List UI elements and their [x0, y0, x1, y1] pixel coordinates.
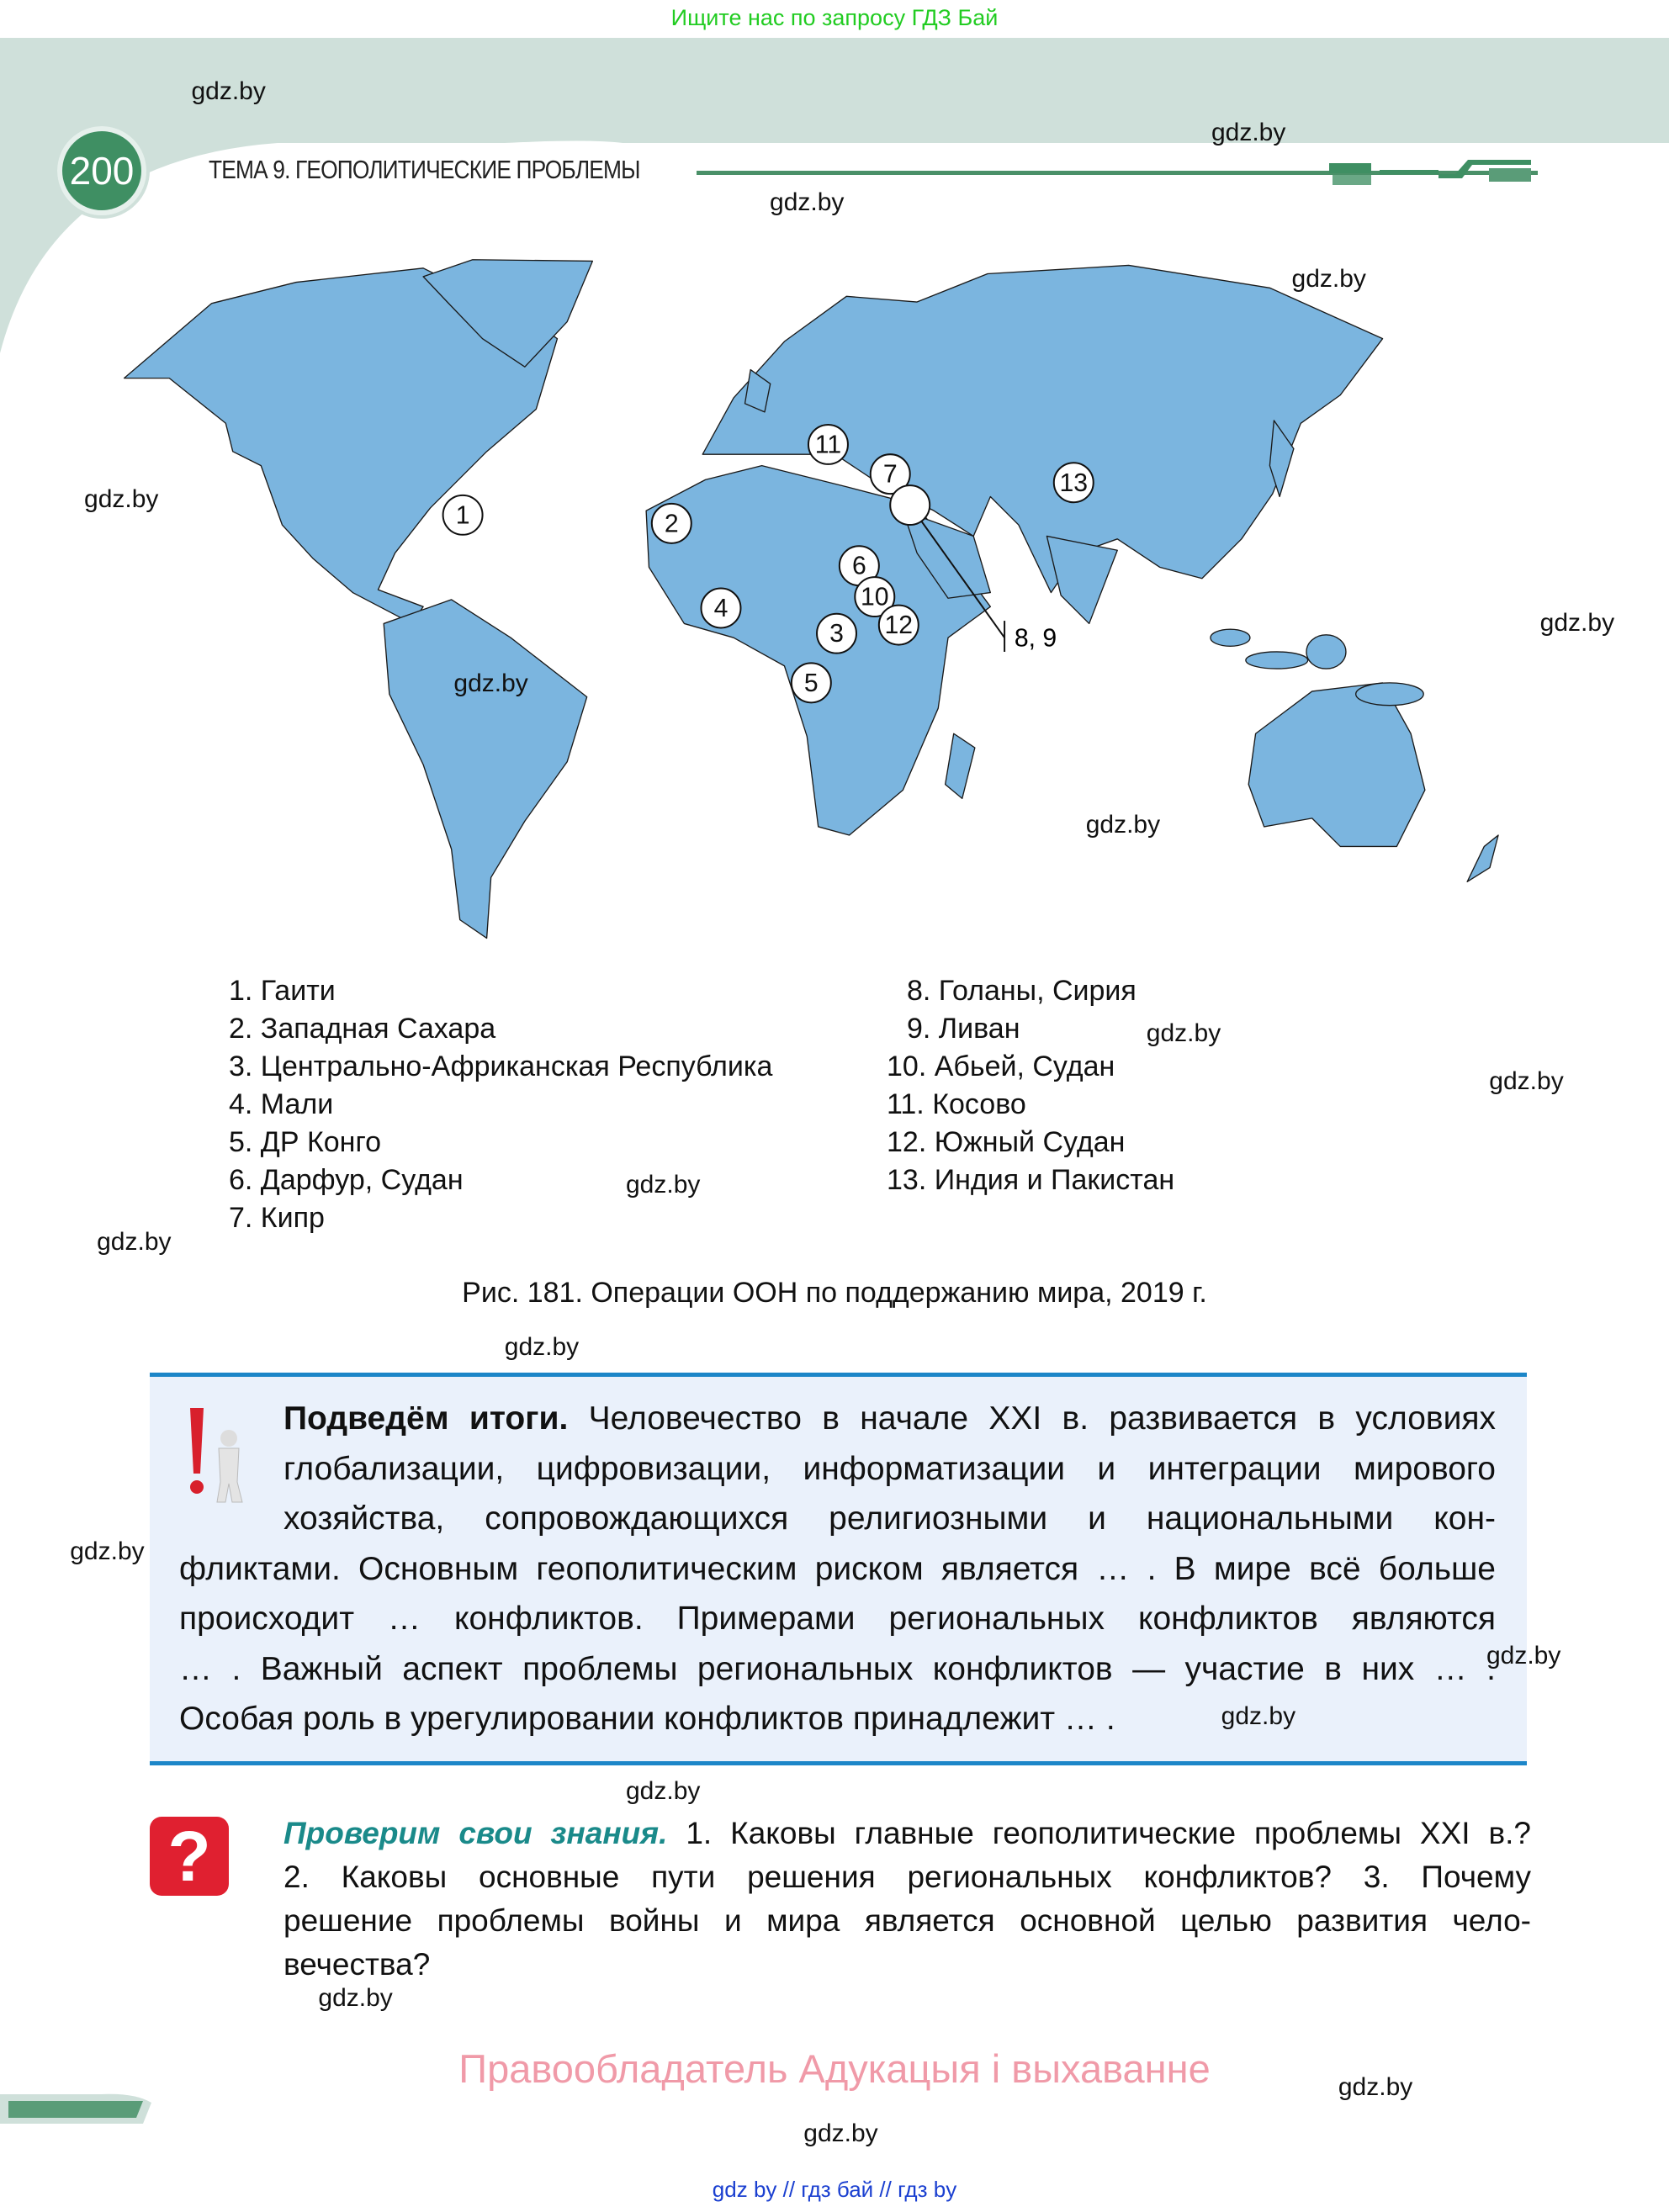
summary-line: глобализации, цифровизации, информатизации и интеграции мирового — [283, 1451, 1496, 1487]
south-america — [384, 600, 587, 939]
legend-item: 4. Мали — [229, 1088, 334, 1120]
watermark: gdz.by — [1085, 811, 1161, 839]
summary-line: Подведём итоги. Человечество в начале XXI в. развивается в условиях — [283, 1400, 1496, 1437]
watermark: gdz.by — [318, 1984, 393, 2013]
india — [1046, 536, 1117, 623]
africa — [646, 466, 990, 835]
watermark: gdz.by — [1291, 265, 1366, 294]
marker-label: 2 — [664, 510, 679, 538]
question-line: решение проблемы войны и мира является основной целью развития чело- — [283, 1903, 1531, 1938]
marker-label: 13 — [1059, 468, 1089, 497]
marker-label: 4 — [713, 595, 729, 623]
watermark: gdz.by — [1489, 1067, 1564, 1096]
legend-item: 5. ДР Конго — [229, 1126, 382, 1158]
legend-item: 8. Голаны, Сирия — [907, 975, 1137, 1007]
watermark: gdz.by — [1338, 2072, 1413, 2101]
watermark: gdz.by — [70, 1537, 145, 1565]
summary-line: Особая роль в урегулировании конфликтов принадлежит … . — [179, 1701, 1115, 1737]
legend-item: 9. Ливан — [907, 1013, 1020, 1045]
summary-line: хозяйства, сопровождающихся религиозными и национальными кон- — [283, 1500, 1496, 1537]
australia — [1248, 683, 1425, 847]
watermark: gdz.by — [84, 484, 159, 513]
golan-lebanon-marker — [890, 485, 930, 525]
marker-label: 11 — [814, 431, 842, 459]
question-line: вечества? — [283, 1947, 431, 1982]
indonesia — [1246, 652, 1308, 669]
marker-label: 10 — [861, 583, 889, 611]
watermark: gdz.by — [453, 669, 528, 698]
pointer-label: 8, 9 — [1014, 624, 1057, 653]
figure-caption: Рис. 181. Операции ООН по поддержанию мира, 2019 г. — [462, 1277, 1207, 1309]
legend-item: 1. Гаити — [229, 975, 336, 1007]
legend-item: 10. Абьей, Судан — [887, 1050, 1115, 1082]
legend-item: 11. Косово — [887, 1088, 1026, 1120]
watermark: gdz.by — [504, 1332, 580, 1361]
watermark: gdz.by — [1146, 1019, 1221, 1048]
marker-label: 1 — [455, 501, 470, 530]
watermark: gdz.by — [625, 1776, 701, 1805]
marker-label: 12 — [884, 611, 914, 640]
new-zealand — [1467, 835, 1498, 881]
watermark: gdz.by — [191, 77, 266, 105]
summary-line: происходит … конфликтов. Примерами региональных конфликтов являются — [179, 1601, 1496, 1637]
marker-label: 7 — [882, 460, 898, 489]
watermark: gdz.by — [1221, 1701, 1296, 1730]
watermark: gdz.by — [97, 1228, 172, 1257]
question-icon: ? — [150, 1817, 229, 1896]
watermark: gdz.by — [625, 1170, 701, 1199]
legend-right-list — [887, 972, 1174, 1199]
watermark: gdz.by — [1211, 118, 1286, 146]
watermark: gdz.by — [1486, 1641, 1561, 1670]
legend-item: 7. Кипр — [229, 1202, 325, 1234]
marker-label: 3 — [829, 620, 844, 648]
legend-item: 2. Западная Сахара — [229, 1013, 496, 1045]
exclamation-figure-icon — [187, 1406, 254, 1507]
question-line: Проверим свои знания. 1. Каковы главные геополитические проблемы XXI в.? — [283, 1816, 1532, 1850]
legend-item: 6. Дарфур, Судан — [229, 1164, 464, 1196]
footer-links[interactable]: gdz by // гдз бай // гдз by — [712, 2177, 957, 2202]
legend-item: 12. Южный Судан — [887, 1126, 1126, 1158]
marker-label: 6 — [851, 552, 866, 580]
watermark: gdz.by — [1539, 609, 1615, 638]
search-banner: Ищите нас по запросу ГДЗ Бай — [670, 5, 999, 30]
question-line: 2. Каковы основные пути решения региональных конфликтов? 3. Почему — [283, 1860, 1531, 1894]
madagascar — [946, 733, 975, 798]
questions-heading: Проверим свои знания. — [283, 1816, 668, 1850]
watermark: gdz.by — [770, 188, 845, 217]
watermark: gdz.by — [803, 2119, 878, 2148]
marker-label: 5 — [803, 669, 819, 697]
legend-item: 3. Центрально-Африканская Республика — [229, 1050, 773, 1082]
summary-line: … . Важный аспект проблемы региональных конфликтов — участие в них … . — [179, 1651, 1496, 1687]
summary-line: фликтами. Основным геополитическим риском является … . В мире всё больше — [179, 1551, 1496, 1587]
copyright-notice: Правообладатель Адукацыя і выхаванне — [458, 2046, 1211, 2091]
summary-heading: Подведём итоги. — [283, 1400, 569, 1437]
page-number: 200 — [57, 126, 146, 215]
chapter-title: ТЕМА 9. ГЕОПОЛИТИЧЕСКИЕ ПРОБЛЕМЫ — [209, 155, 640, 184]
legend-item: 13. Индия и Пакистан — [887, 1164, 1175, 1196]
